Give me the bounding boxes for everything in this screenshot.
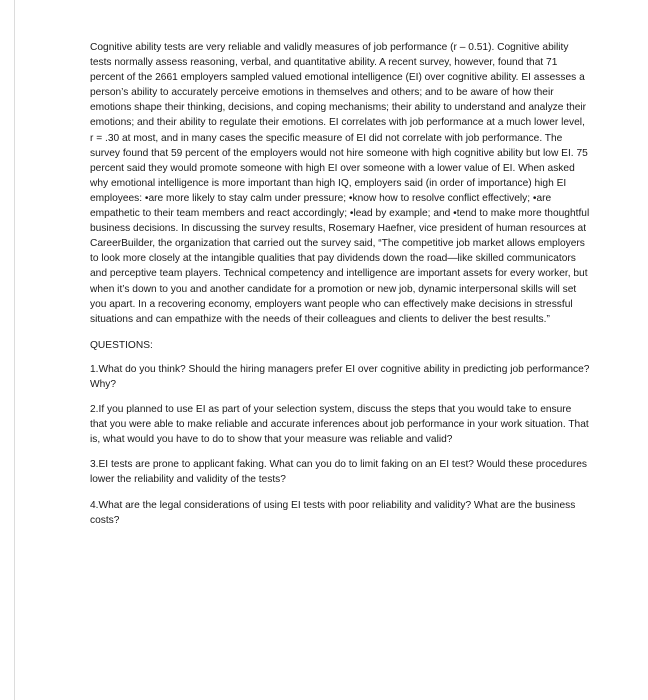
document-body xyxy=(90,40,590,528)
case-paragraph: Cognitive ability tests are very reliable and validly measures of job performance (r – 0.51). Cognitive ability tests normally assess reasoning, verbal, and quantitative ability. A recent survey, however, found that 71 percent of the 2661 employers sampled valued emotional intelligence (EI) over cognitive ability. EI assesses a person’s ability to accurately perceive emotions in themselves and others; and to be aware of how their emotions shape their thinking, decisions, and coping mechanisms; their ability to understand and analyze their emotions; and their ability to regulate their emotions. EI correlates with job performance at a much lower level, r = .30 at most, and in many cases the specific measure of EI did not correlate with job performance. The survey found that 59 percent of the employers would not hire someone with high cognitive ability but low EI. 75 percent said they would promote someone with high EI over someone with a lower value of EI. When asked why emotional intelligence is more important than high IQ, employers said (in order of importance) high EI employees: •are more likely to stay calm under pressure; •know how to resolve conflict effectively; •are empathetic to their team members and react accordingly; •lead by example; and •tend to make more thoughtful business decisions. In discussing the survey results, Rosemary Haefner, vice president of human resources at CareerBuilder, the organization that carried out the survey said, “The competitive job market allows employers to look more closely at the intangible qualities that pay dividends down the road—like skilled communicators and perceptive team players. Technical competency and intelligence are important assets for every worker, but when it’s down to you and another candidate for a promotion or new job, dynamic interpersonal skills will set you apart. In a recovering economy, employers want people who can effectively make decisions in stressful situations and can empathize with the needs of their colleagues and clients to deliver the best results.” xyxy=(90,42,590,325)
question-1 xyxy=(90,362,590,392)
question-number: 1. xyxy=(90,363,99,375)
question-4 xyxy=(90,498,590,528)
questions-heading: QUESTIONS: xyxy=(90,339,153,351)
question-3 xyxy=(90,457,590,487)
question-text: What are the legal considerations of using EI tests with poor reliability and validity? What are the business costs? xyxy=(90,499,576,526)
question-number: 2. xyxy=(90,404,99,416)
question-text: EI tests are prone to applicant faking. What can you do to limit faking on an EI test? Would these procedures lower the reliability and validity of the tests? xyxy=(90,459,588,486)
question-number: 3. xyxy=(90,459,99,471)
question-number: 4. xyxy=(90,499,99,511)
document-page xyxy=(14,0,648,700)
question-text: What do you think? Should the hiring managers prefer EI over cognitive ability in predicting job performance? Why? xyxy=(90,363,590,390)
question-text: If you planned to use EI as part of your selection system, discuss the steps that you would take to ensure that you were able to make reliable and accurate inferences about job performance in your work situation. That is, what would you have to do to show that your measure was reliable and valid? xyxy=(90,404,589,446)
question-2 xyxy=(90,402,590,447)
